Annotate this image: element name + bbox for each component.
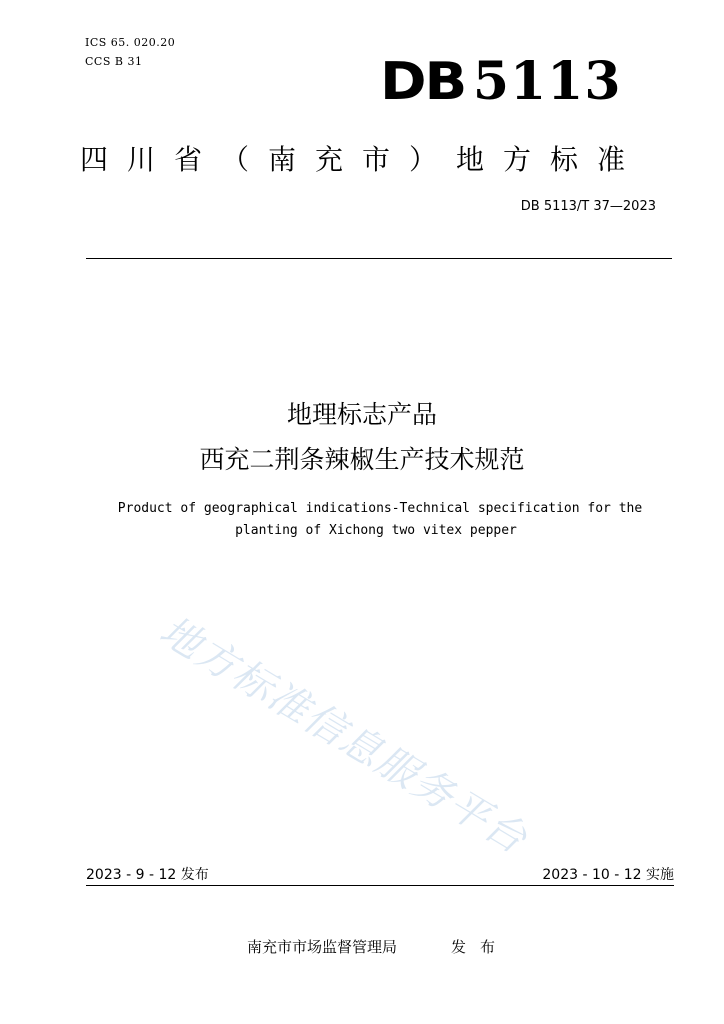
db-logo-letters: DB <box>380 52 466 112</box>
title-en-line1: Product of geographical indications-Technical specification for the <box>117 501 643 516</box>
issue-date: 2023 - 9 - 12 发布 <box>86 867 209 883</box>
ccs-code: CCS B 31 <box>85 55 143 68</box>
standard-type-heading: 四川省（南充市）地方标准 <box>80 143 645 176</box>
implementation-date: 2023 - 10 - 12 实施 <box>542 867 674 883</box>
title-cn-line2: 西充二荆条辣椒生产技术规范 <box>199 445 525 474</box>
ics-code: ICS 65. 020.20 <box>85 36 176 49</box>
db-logo <box>380 51 622 112</box>
top-divider <box>86 258 672 259</box>
publisher: 南充市市场监督管理局 <box>247 938 398 956</box>
title-cn-line1: 地理标志产品 <box>286 400 437 429</box>
publish-label: 发布 <box>451 938 510 956</box>
title-en-line2: planting of Xichong two vitex pepper <box>235 523 517 538</box>
watermark: 地方标准信息服务平台 <box>151 607 536 864</box>
standard-code: DB 5113/T 37—2023 <box>520 199 656 214</box>
db-logo-number: 5113 <box>472 51 622 112</box>
bottom-divider <box>86 885 674 886</box>
